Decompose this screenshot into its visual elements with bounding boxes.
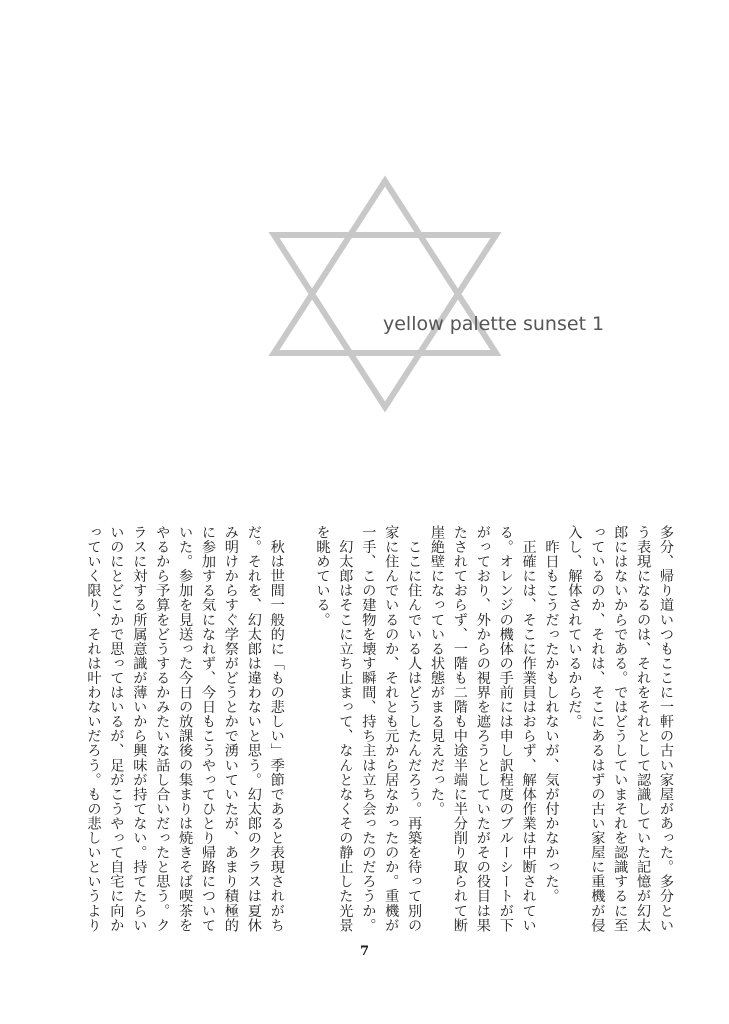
text-line: 幻太郎はそこに立ち止まって、なんとなくその静止した光景	[337, 525, 354, 933]
text-line: に参加する気になれず、今日もこうやってひとり帰路について	[200, 525, 216, 933]
paragraph-gap	[291, 525, 309, 935]
text-line: 一手、この建物を壊す瞬間、持ち主は立ち会ったのだろうか。	[360, 525, 377, 933]
text-line: 正確には、そこに作業員はおらず、解体作業は中断されてい	[520, 525, 537, 933]
star-of-david-icon	[268, 175, 502, 413]
text-line: 多分、帰り道いつもここに一軒の古い家屋があった。多分とい	[658, 525, 674, 933]
text-line: いた。参加を見送った今日の放課後の集まりは焼きそば喫茶を	[177, 525, 194, 933]
text-line: 家に住んでいるのか、それとも元から居なかったのか。重機が	[383, 525, 400, 933]
text-line: る。オレンジの機体の手前には申し訳程度のブルーシートが下	[497, 525, 514, 933]
text-line: み明けからすぐ学祭がどうとかで湧いていたが、あまり積極的	[222, 525, 239, 933]
vertical-text-body	[80, 525, 675, 935]
text-line: っているのか、それは、そこにあるはずの古い家屋に重機が侵	[589, 525, 606, 933]
text-line: っていく限り、それは叶わないだろう。もの悲しいというより	[85, 525, 102, 933]
text-line: 入し、解体されているからだ。	[566, 525, 583, 729]
text-line: やるから予算をどうするかみたいな話し合いだったと思う。ク	[154, 525, 171, 933]
text-line: がっており、外からの視界を遮ろうとしていたがその役目は果	[474, 525, 491, 933]
text-line: ここに住んでいる人はどうしたんだろう。再築を待って別の	[406, 525, 423, 933]
text-line: 秋は世間一般的に「もの悲しい」季節であると表現されがち	[268, 525, 285, 933]
text-line: う表現になるのは、それをそれとして認識していた記憶が幻太	[635, 525, 652, 933]
text-line: だ。それを、幻太郎は違わないと思う。幻太郎のクラスは夏休	[245, 525, 262, 933]
text-line: 郎にはないからである。ではどうしていまそれを認識するに至	[612, 525, 629, 933]
text-line: 昨日もこうだったかもしれないが、気が付かなかった。	[543, 525, 560, 904]
text-line: たされておらず、一階も二階も中途半端に半分削り取られて断	[451, 525, 468, 933]
text-line: を眺めている。	[314, 525, 331, 627]
text-line: いのにとどこかで思ってはいるが、足がこうやって自宅に向か	[108, 525, 125, 933]
chapter-title: yellow palette sunset 1	[383, 313, 605, 335]
text-line: ラスに対する所属意識が薄いから興味が持てない。持てたらい	[131, 525, 148, 933]
text-line: 崖絶壁になっている状態がまる見えだった。	[429, 525, 445, 816]
page-number: 7	[359, 944, 370, 959]
